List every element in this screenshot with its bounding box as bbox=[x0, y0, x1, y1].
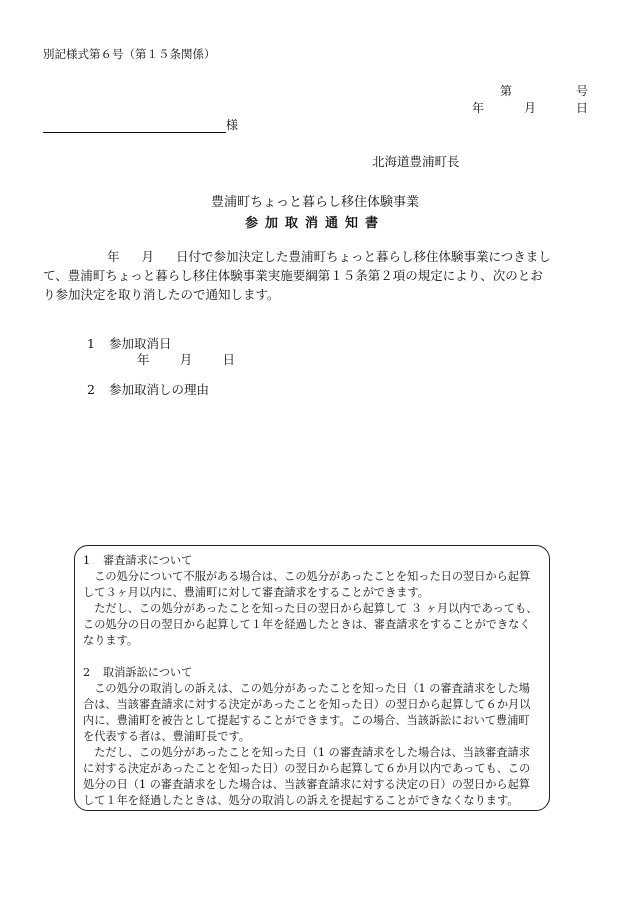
body-year: 年 bbox=[107, 249, 120, 264]
title-line-1: 豊浦町ちょっと暮らし移住体験事業 bbox=[210, 195, 419, 210]
notice-section-2-heading bbox=[83, 665, 541, 681]
body-month: 月 bbox=[141, 249, 155, 264]
notice-heading-number: 1 bbox=[83, 554, 91, 567]
doc-number-prefix: 第 bbox=[500, 84, 513, 98]
notice-line: 処分の日（1 の審査請求をした場合は、当該審査請求に対する決定の日）の翌日から起算 bbox=[83, 778, 530, 791]
body-text bbox=[43, 247, 589, 304]
notice-line: なります。 bbox=[83, 634, 139, 647]
cancel-date-month: 月 bbox=[179, 352, 193, 367]
notice-line: 合は、当該審査請求に対する決定があったことを知った日）の翌日から起算して６か月以 bbox=[83, 698, 531, 711]
notice-line: ただし、この処分があったことを知った日の翌日から起算して ３ ヶ月以内であっても、 bbox=[94, 602, 538, 615]
notice-heading-number: 2 bbox=[83, 666, 91, 679]
notice-line: この処分の日の翌日から起算して１年を経過したときは、審査請求をすることができなく bbox=[83, 618, 531, 631]
notice-line: を代表する者は、豊浦町長です。 bbox=[83, 730, 250, 743]
issue-date-year: 年 bbox=[472, 101, 485, 115]
addressee-blank-line bbox=[43, 118, 226, 133]
appeal-notice-box bbox=[74, 545, 550, 811]
issuer: 北海道豊浦町長 bbox=[372, 154, 460, 169]
item-label: 参加取消日 bbox=[109, 336, 172, 351]
cancel-date bbox=[137, 350, 235, 368]
notice-line: して１年を経過したときは、処分の取消しの訴えを提起することができなくなります。 bbox=[83, 794, 519, 807]
addressee-suffix: 様 bbox=[226, 118, 239, 132]
notice-line: ただし、この処分があったことを知った日（1 の審査請求をした場合は、当該審査請求 bbox=[94, 746, 530, 759]
notice-line: この処分の取消しの訴えは、この処分があったことを知った日（1 の審査請求をした場 bbox=[94, 682, 530, 695]
notice-line: に対する決定があったことを知った日）の翌日から起算して６か月以内であっても、この bbox=[83, 762, 531, 775]
issue-date-month: 月 bbox=[523, 101, 536, 115]
item-number: 2 bbox=[87, 382, 95, 397]
body-line-1 bbox=[43, 247, 589, 266]
doc-number-suffix: 号 bbox=[575, 84, 588, 98]
document-number bbox=[500, 82, 588, 99]
notice-heading-text: 取消訴訟について bbox=[103, 666, 193, 679]
item-number: 1 bbox=[87, 336, 95, 351]
issue-date-day: 日 bbox=[575, 101, 588, 115]
cancel-date-day: 日 bbox=[222, 352, 235, 367]
notice-line: この処分について不服がある場合は、この処分があったことを知った日の翌日から起算 bbox=[94, 570, 531, 583]
notice-line: 内に、豊浦町を被告として提起することができます。この場合、当該訴訟において豊浦町 bbox=[83, 714, 530, 727]
notice-line: して３ヶ月以内に、豊浦町に対して審査請求をすることができます。 bbox=[83, 586, 429, 599]
notice-heading-text: 審査請求について bbox=[103, 554, 193, 567]
body-line-1-rest: 日付で参加決定した豊浦町ちょっと暮らし移住体験事業につきまし bbox=[176, 249, 551, 264]
addressee bbox=[43, 116, 238, 133]
cancel-date-year: 年 bbox=[137, 352, 150, 367]
issue-date bbox=[472, 99, 588, 116]
body-line-3: り参加決定を取り消したので通知します。 bbox=[43, 287, 280, 302]
notice-section-1-heading bbox=[83, 553, 541, 569]
item-label: 参加取消しの理由 bbox=[109, 382, 210, 397]
document-title: 参加取消通知書 bbox=[244, 216, 385, 231]
item-cancel-reason bbox=[87, 380, 209, 398]
body-line-2: て、豊浦町ちょっと暮らし移住体験事業実施要綱第１５条第２項の規定により、次のとお bbox=[43, 268, 543, 283]
form-label: 別記様式第６号（第１５条関係） bbox=[43, 47, 216, 61]
